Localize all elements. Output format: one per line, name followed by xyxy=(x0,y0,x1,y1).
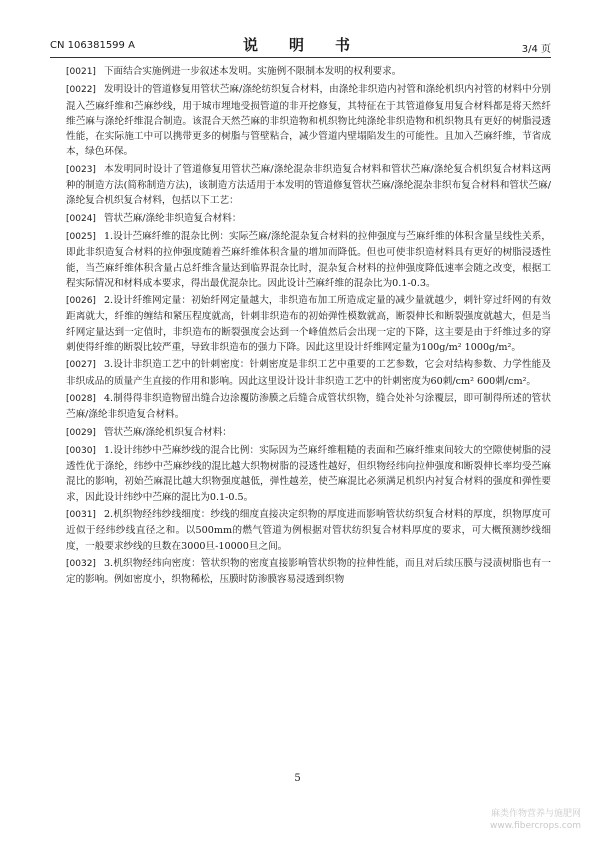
paragraph xyxy=(66,425,551,441)
paragraph-number: [0021] xyxy=(66,67,96,77)
paragraph-text: 2.设计纤维网定量：初始纤网定量越大，非织造布加工所造成定量的减少量就越少，刺针穿过纤网的有效距离就大，纤维的缠结和紧压程度就高，针刺非织造布的初始弹性模数就高，断裂伸长和断裂强度就越大，但是当纤网定量达到一定值时，非织造布的断裂强度会达到一个峰值然后会出现一定的下降，这主要是由于纤维过多的穿刺使得纤维的断裂比较严重，导致非织造布的强力下降。因此这里设计纤维网定量为100g/m² 1000g/m²。 xyxy=(66,295,551,354)
paragraph-number: [0030] xyxy=(66,445,96,456)
paragraph-text: 管状苎麻/涤纶非织造复合材料： xyxy=(103,212,242,224)
paragraph xyxy=(66,293,551,355)
paragraph-text: 本发明同时设计了管道修复用管状苎麻/涤纶混杂非织造复合材料和管状苎麻/涤纶复合机织复合材料这两种的制造方法(简称制造方法)，该制造方法适用于本发明的管道修复管状苎麻/涤纶混杂非织布复合材料和管状苎麻/涤纶复合机织复合材料，包括以下工艺： xyxy=(66,163,551,207)
document-title: 说 明 书 xyxy=(242,36,358,54)
paragraph-text: 2.机织物经纬纱线细度：纱线的细度直接决定织物的厚度进而影响管状纺织复合材料的厚度，织物厚度可近似于经纬纱线直径之和。以500mm的燃气管道为例根据对管状纺织复合材料厚度的要求，可大概预测纱线细度，一般要求纱线的旦数在3000旦-10000旦之间。 xyxy=(66,509,551,552)
paragraph-text: 1.设计纬纱中苎麻纱线的混合比例：实际因为苎麻纤维粗糙的表面和苎麻纤维束间较大的空隙使树脂的浸透性优于涤纶，纬纱中苎麻纱线的混比越大织物树脂的浸透性越好，但织物经纬向拉伸强度和断裂伸长率均受苎麻混比的影响，初始苎麻混比越大织物强度越低，弹性越差，使苎麻混比必须满足机织内衬复合材料的强度和弹性要求，因此设计纬纱中苎麻的混比为0.1-0.5。 xyxy=(66,444,551,503)
paragraph xyxy=(66,64,551,80)
paragraph xyxy=(66,162,551,209)
page-header xyxy=(50,34,551,56)
page-label: 3/4 页 xyxy=(521,44,551,55)
paragraph xyxy=(66,391,551,423)
paragraph-number: [0024] xyxy=(66,213,96,224)
paragraph-text: 3.设计非织造工艺中的针刺密度：针刺密度是非织工艺中重要的工艺参数，它会对结构参数、力学性能及非织成品的质量产生直接的作用和影响。因此这里设计设计非织造工艺中的针刺密度为60刺/cm² 600刺/cm²。 xyxy=(66,359,551,387)
site-watermark xyxy=(490,808,581,832)
paragraph-text: 1.设计苎麻纤维的混杂比例：实际苎麻/涤纶混杂复合材料的拉伸强度与苎麻纤维的体积含量呈线性关系，即此非织造复合材料的拉伸强度随着苎麻纤维体积含量的增加而降低。但也可使非织造材料具有更好的树脂浸透性能，当苎麻纤维体积含量占总纤维含量达到临界混杂比时，混杂复合材料的拉伸强度降低速率会随之改变，根据工程实际情况和材料成本要求，得出最优混杂比。因此设计苎麻纤维的混杂比为0.1-0.3。 xyxy=(66,230,551,289)
paragraph xyxy=(66,357,551,389)
paragraph-number: [0025] xyxy=(66,231,96,242)
paragraph xyxy=(66,211,551,227)
paragraph-text: 下面结合实施例进一步叙述本发明。实施例不限制本发明的权利要求。 xyxy=(103,66,402,77)
watermark-url: www.fibercrops.com xyxy=(490,821,581,831)
page-number: 5 xyxy=(294,773,301,784)
paragraph-number: [0022] xyxy=(66,85,96,96)
paragraph-text: 发明设计的管道修复用管状苎麻/涤纶纺织复合材料，由涤纶非织造内衬管和涤纶机织内衬管的材料中分别混入苎麻纤维和苎麻纱线，用于城市埋地受损管道的非开挖修复，其特征在于其管道修复用复合材料都是将天然纤维苎麻与涤纶纤维混合制造。该混合天然苎麻的非织造物和机织物比纯涤纶非织造物和机织物具有更好的树脂浸透性能，在实际施工中可以携带更多的树脂与管壁粘合，减少管道内壁塌陷发生的可能性。且加入苎麻纤维，节省成本，绿色环保。 xyxy=(66,84,551,158)
paragraph-text: 4.制得得非织造物留出缝合边涂覆防渗膜之后缝合成管状织物，缝合处补匀涂覆层，即可制得所述的管状苎麻/涤纶非织造复合材料。 xyxy=(66,392,551,421)
paragraph-number: [0032] xyxy=(66,558,96,569)
header-rule xyxy=(50,57,551,58)
paragraph xyxy=(66,507,551,554)
watermark-site-name: 麻类作物营养与施肥网 xyxy=(490,809,581,819)
paragraph-number: [0028] xyxy=(66,393,96,404)
paragraph xyxy=(66,229,551,291)
paragraph-text: 管状苎麻/涤纶机织复合材料： xyxy=(103,426,232,438)
paragraph-text: 3.机织物经纬向密度：管状织物的密度直接影响管状织物的拉伸性能，而且对后续压膜与浸渍树脂也有一定的影响。例如密度小，织物稀松，压膜时防渗膜容易浸透到织物 xyxy=(66,557,551,586)
paragraph xyxy=(66,443,551,505)
paragraph-number: [0031] xyxy=(66,510,96,521)
paragraph-number: [0023] xyxy=(66,164,96,175)
paragraph-number: [0027] xyxy=(66,360,96,371)
description-body xyxy=(66,64,551,590)
paragraph-number: [0026] xyxy=(66,296,96,307)
patent-number: CN 106381599 A xyxy=(50,40,135,51)
paragraph xyxy=(66,556,551,588)
paragraph xyxy=(66,82,551,159)
paragraph-number: [0029] xyxy=(66,427,96,438)
